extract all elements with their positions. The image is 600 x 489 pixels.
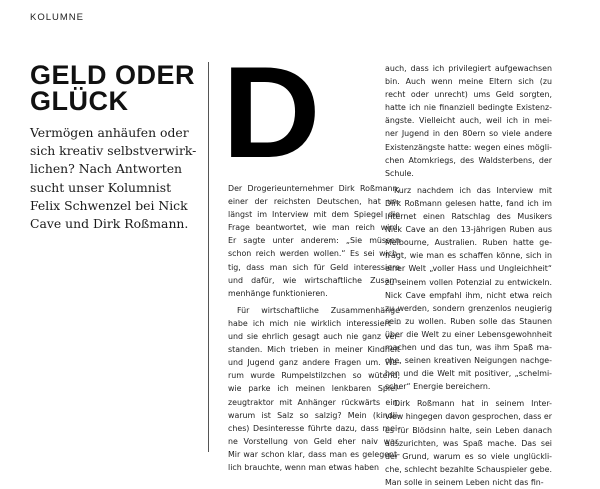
body-text-line: Kurz nachdem ich das Interview mit (394, 185, 552, 195)
teaser-line: Felix Schwenzel bei Nick (30, 197, 188, 213)
body-text-line: scher“ Energie bereichern. (385, 382, 491, 392)
body-text-line: view hingegen davon gesprochen, dass er (385, 412, 552, 422)
body-text-line: zu werden, sondern grenzenlos neugierig (385, 303, 552, 313)
body-text-line: wie parke ich meinen lenkbaren Spiel- (228, 384, 400, 394)
body-text-line: ches) Desinteresse führte dazu, dass mei- (228, 423, 400, 433)
body-text-line: Melbourne, Australien. Ruben hatte ge- (385, 238, 552, 248)
body-text-line: schon reich werden wollen.“ Es sei wich- (228, 249, 400, 259)
body-text-line: fragt, wie man es schaffen könne, sich in (385, 251, 552, 261)
body-text-line: standen. Mich trieben in meiner Kindheit (228, 345, 400, 355)
body-text-line: einer der reichsten Deutschen, hat un- (228, 197, 400, 207)
teaser-line: lichen? Nach Antworten (30, 161, 183, 177)
body-text-line: menhänge funktionieren. (228, 288, 328, 298)
teaser-line: Vermögen anhäufen oder (30, 125, 189, 140)
body-text-line: tig, dass man sich für Geld interessiere (228, 262, 400, 272)
teaser-line: sich kreativ selbstverwirk- (30, 143, 197, 159)
body-text-line: Mir war schon klar, dass man es gelegent- (228, 449, 400, 459)
teaser-line: sucht unser Kolumnist (30, 179, 172, 195)
body-text-line: ner Jugend in den 80ern so viele andere (385, 129, 552, 139)
body-text-line: machen und das tun, was ihm Spaß ma- (385, 342, 552, 352)
body-text-line: recht oder unrecht) ums Geld sorgten, (385, 90, 552, 100)
body-text-line: und sie ehrlich gesagt auch nie ganz ver- (228, 332, 400, 342)
section-label: KOLUMNE (30, 12, 84, 23)
body-text-line: auszurichten, was Spaß mache. Das sei (385, 438, 552, 448)
drop-cap: D (222, 39, 321, 185)
body-text-line: es für Blödsinn halte, sein Leben danach (385, 425, 552, 435)
body-text-line: Nick Cave an den 13-jährigen Ruben aus (385, 225, 552, 235)
body-text-line: habe ich mich nie wirklich interessiert – (228, 318, 400, 328)
body-text-line: chen Atomkriegs, des Waldsterbens, der (385, 155, 552, 165)
body-text-line: auch, dass ich privilegiert aufgewachsen (385, 64, 552, 73)
body-text-line: zu seinem vollen Potenzial zu entwickeln. (385, 277, 552, 287)
body-text-line: Frage beantwortet, wie man reich wird. (228, 223, 400, 233)
body-text-line: ängste. Vielleicht auch, weil ich in mei- (385, 116, 552, 126)
body-text-line: der Grund, warum es so viele unglückli- (385, 451, 552, 461)
body-text-line: warum ist Salz so salzig? Mein (kindli- (228, 410, 400, 420)
headline-line: GELD ODER (30, 60, 196, 90)
column-divider (208, 62, 209, 452)
body-text-line: Nick Cave empfahl ihm, nicht etwa reich (385, 290, 552, 300)
body-text-line: rum wurde Rumpelstilzchen so wütend, (228, 371, 400, 381)
body-text-line: Er sagte unter anderem: „Sie müssen (228, 236, 400, 246)
body-text-line: Der Drogerieunternehmer Dirk Roßmann, (228, 184, 400, 193)
body-text-line: Man solle in seinem Leben nicht das fin- (385, 477, 544, 487)
body-text-line: einer Welt „voller Hass und Ungleichheit“ (385, 264, 552, 274)
body-text-line: bin. Auch wenn meine Eltern sich (zu (385, 77, 552, 87)
body-text-line: zeugtraktor mit Anhänger rückwärts ein, (228, 397, 400, 407)
body-text-line: ne Vorstellung von Geld eher naiv war. (228, 436, 400, 446)
teaser-line: Cave und Dirk Roßmann. (30, 216, 189, 232)
body-text-line: sein zu wollen. Ruben solle das Staunen (385, 316, 552, 326)
body-text-line: Schule. (385, 168, 414, 178)
body-text-line: Dirk Roßmann gelesen hatte, fand ich im (385, 198, 552, 208)
body-column-2 (385, 62, 552, 489)
headline-line: GLÜCK (30, 86, 129, 116)
body-text-line: hatte ich nie finanziell bedingte Existenz- (385, 103, 552, 113)
body-text-line: und Jugend ganz andere Fragen um. Wa- (228, 358, 400, 368)
body-text-line: che, schlecht bezahlte Schauspieler gebe. (385, 464, 552, 474)
body-text-line: che, seinen kreativen Neigungen nachge- (385, 356, 552, 366)
body-text-line: hen und die Welt mit positiver, „schelmi- (385, 369, 552, 379)
body-text-line: Für wirtschaftliche Zusammenhänge (237, 305, 400, 315)
body-text-line: Internet einen Ratschlag des Musikers (385, 212, 552, 222)
body-text-line: Dirk Roßmann hat in seinem Inter- (394, 399, 552, 409)
article-teaser (30, 124, 202, 233)
headline (30, 62, 200, 114)
body-text-line: und dafür, wie wirtschaftliche Zusam- (228, 275, 400, 285)
body-text-line: längst im Interview mit dem Spiegel die (228, 210, 400, 220)
body-text-line: über die Welt zu einer Lebensgewohnheit (385, 329, 552, 339)
body-text-line: Existenzängste hatte: wegen eines mögli- (385, 142, 552, 152)
body-text-line: lich brauchte, wenn man etwas haben (228, 462, 380, 472)
body-column-1 (228, 182, 400, 474)
